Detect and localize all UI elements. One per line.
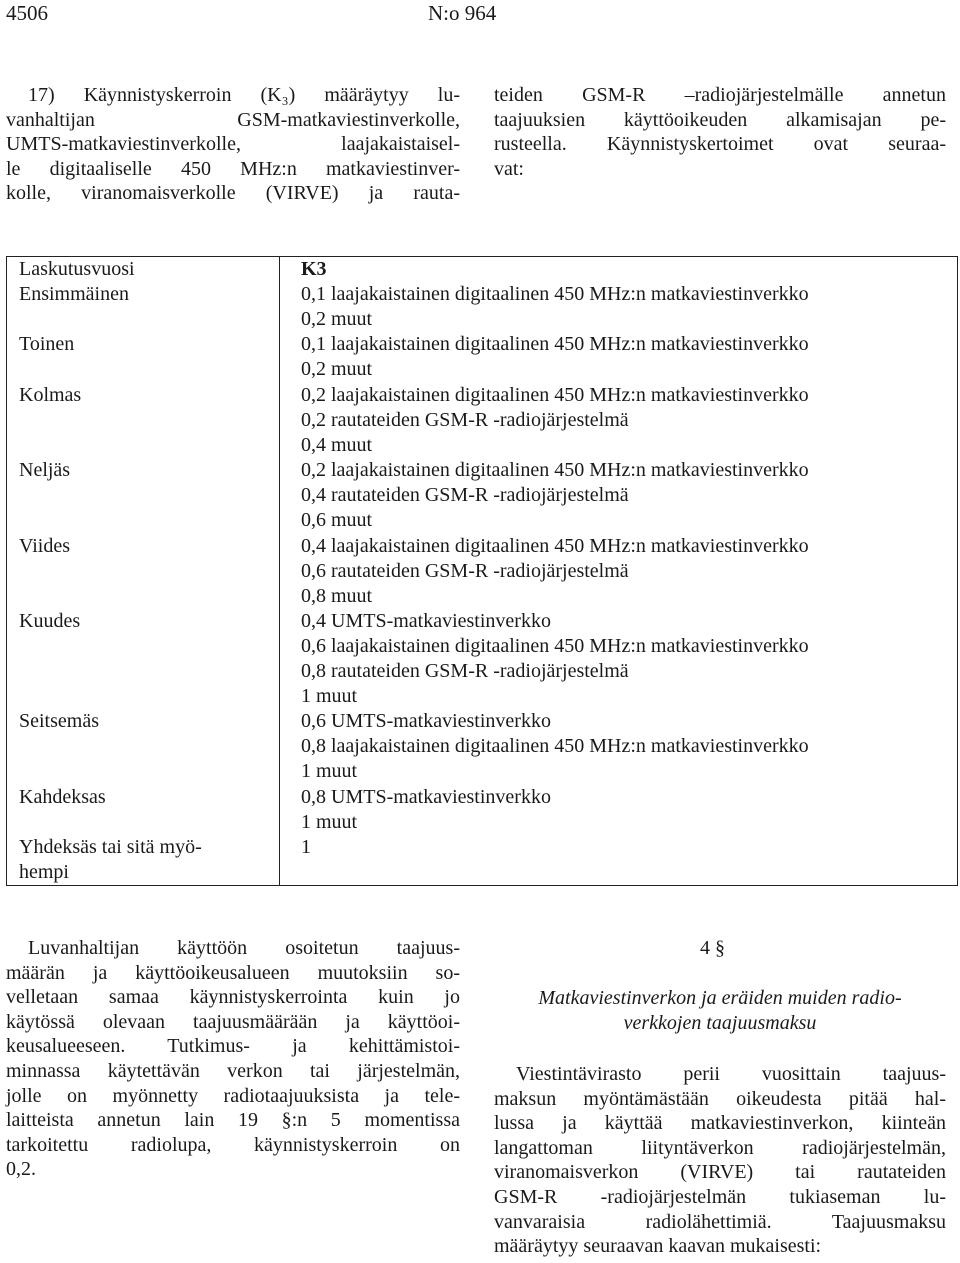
table-cell-value: 1 muut bbox=[301, 760, 358, 782]
table-cell-value: 0,2 laajakaistainen digitaalinen 450 MHz:n matkaviestinverkko bbox=[301, 459, 809, 481]
text-line: langattoman liityntäverkon radiojärjestelmän, bbox=[494, 1136, 946, 1159]
table-cell-value: 0,6 muut bbox=[301, 509, 373, 531]
table-cell-value: 0,6 laajakaistainen digitaalinen 450 MHz:n matkaviestinverkko bbox=[301, 635, 809, 657]
table-cell-value: 1 bbox=[301, 836, 311, 858]
table-row-year: Toinen bbox=[19, 333, 75, 355]
text-line: määräytyy seuraavan kaavan mukaisesti: bbox=[494, 1235, 822, 1258]
text-line: vat: bbox=[494, 157, 524, 180]
section-title bbox=[494, 986, 946, 1035]
text-line: lussa ja käyttää matkaviestinverkon, kiinteän bbox=[494, 1112, 946, 1135]
table-row-year: Viides bbox=[19, 535, 71, 557]
table-cell-value: 0,6 rautateiden GSM-R -radiojärjestelmä bbox=[301, 560, 629, 582]
paragraph-left bbox=[6, 936, 460, 1182]
table-row-year: Kuudes bbox=[19, 610, 81, 632]
text-line: jolle on myönnetty radiotaajuuksista ja tele- bbox=[6, 1084, 460, 1107]
text-line: rusteella. Käynnistyskertoimet ovat seuraa- bbox=[494, 133, 946, 156]
intro-paragraph-left bbox=[6, 83, 460, 206]
table-cell-value: 0,1 laajakaistainen digitaalinen 450 MHz:n matkaviestinverkko bbox=[301, 283, 809, 305]
table-row-year: Kolmas bbox=[19, 384, 82, 406]
text-line: tarkoitettu radiolupa, käynnistyskerroin on bbox=[6, 1133, 460, 1156]
table-cell-value: 0,8 laajakaistainen digitaalinen 450 MHz:n matkaviestinverkko bbox=[301, 735, 809, 757]
column-divider bbox=[279, 257, 280, 885]
text-line: vanhaltijan GSM-matkaviestinverkolle, bbox=[6, 108, 460, 131]
table-row-year: Kahdeksas bbox=[19, 786, 106, 808]
page-number: 4506 bbox=[6, 1, 48, 25]
column-header-year: Laskutusvuosi bbox=[19, 258, 135, 280]
table-cell-value: 0,6 UMTS-matkaviestinverkko bbox=[301, 710, 551, 732]
text-line: velletaan samaa käynnistyskerrointa kuin jo bbox=[6, 986, 460, 1009]
text-line: minnassa käytettävän verkon tai järjestelmän, bbox=[6, 1059, 460, 1082]
table-cell-value: 0,2 rautateiden GSM-R -radiojärjestelmä bbox=[301, 409, 629, 431]
table-cell-value: 0,8 rautateiden GSM-R -radiojärjestelmä bbox=[301, 660, 629, 682]
text-line: Viestintävirasto perii vuosittain taajuus- bbox=[516, 1063, 946, 1085]
table-cell-value: 0,4 muut bbox=[301, 434, 373, 456]
table-row-year: Ensimmäinen bbox=[19, 283, 129, 305]
text-line: viranomaisverkon (VIRVE) tai rautateiden bbox=[494, 1161, 946, 1184]
text-line: maksun myöntämästään oikeudesta pitää hal- bbox=[494, 1087, 946, 1110]
text-line: Luvanhaltijan käyttöön osoitetun taajuus- bbox=[28, 937, 460, 959]
table-cell-value: 0,8 muut bbox=[301, 585, 373, 607]
table-cell-value: 0,2 muut bbox=[301, 358, 373, 380]
table-cell-value: 0,4 rautateiden GSM-R -radiojärjestelmä bbox=[301, 484, 629, 506]
text-line: käytössä olevaan taajuusmäärään ja käyttöoi- bbox=[6, 1010, 460, 1033]
table-cell-value: 0,2 muut bbox=[301, 308, 373, 330]
text-line: vanvaraisia radiolähettimiä. Taajuusmaksu bbox=[494, 1210, 946, 1233]
text-line: GSM-R -radiojärjestelmän tukiaseman lu- bbox=[494, 1185, 946, 1208]
text-line: taajuuksien käyttöoikeuden alkamisajan pe- bbox=[494, 108, 946, 131]
paragraph-right bbox=[494, 1062, 946, 1259]
text-line: UMTS-matkaviestinverkolle, laajakaistaisel- bbox=[6, 133, 460, 156]
table-row-year: Neljäs bbox=[19, 459, 71, 481]
table-row-year: Yhdeksäs tai sitä myö- bbox=[19, 836, 202, 858]
text-line: 17) Käynnistyskerroin (K₃) määräytyy lu- bbox=[28, 84, 460, 106]
text-line: keusalueeseen. Tutkimus- ja kehittämistoi- bbox=[6, 1035, 460, 1058]
text-line: le digitaaliselle 450 MHz:n matkaviestinver- bbox=[6, 157, 460, 180]
section-number: 4 § bbox=[700, 937, 725, 959]
text-line: laitteista annetun lain 19 §:n 5 momentissa bbox=[6, 1109, 460, 1132]
text-line: kolle, viranomaisverkolle (VIRVE) ja rauta- bbox=[6, 182, 460, 205]
table-cell-value: 0,2 laajakaistainen digitaalinen 450 MHz:n matkaviestinverkko bbox=[301, 384, 809, 406]
text-line: määrän ja käyttöoikeusalueen muutoksiin so- bbox=[6, 961, 460, 984]
k3-table bbox=[6, 256, 958, 886]
table-cell-value: 0,4 laajakaistainen digitaalinen 450 MHz:n matkaviestinverkko bbox=[301, 535, 809, 557]
table-cell-value: 0,8 UMTS-matkaviestinverkko bbox=[301, 786, 551, 808]
table-cell-value: 0,1 laajakaistainen digitaalinen 450 MHz:n matkaviestinverkko bbox=[301, 333, 809, 355]
table-row-year: hempi bbox=[19, 861, 69, 883]
section-title-line: verkkojen taajuusmaksu bbox=[623, 1011, 817, 1034]
text-line: teiden GSM-R –radiojärjestelmälle annetun bbox=[494, 84, 946, 106]
table-cell-value: 0,4 UMTS-matkaviestinverkko bbox=[301, 610, 551, 632]
table-row-year: Seitsemäs bbox=[19, 710, 99, 732]
text-line: 0,2. bbox=[6, 1158, 36, 1181]
section-title-line: Matkaviestinverkon ja eräiden muiden radio- bbox=[538, 987, 902, 1009]
column-header-k3: K3 bbox=[301, 258, 327, 280]
table-cell-value: 1 muut bbox=[301, 685, 358, 707]
intro-paragraph-right bbox=[494, 83, 946, 181]
table-cell-value: 1 muut bbox=[301, 811, 358, 833]
issue-number: N:o 964 bbox=[428, 1, 497, 25]
